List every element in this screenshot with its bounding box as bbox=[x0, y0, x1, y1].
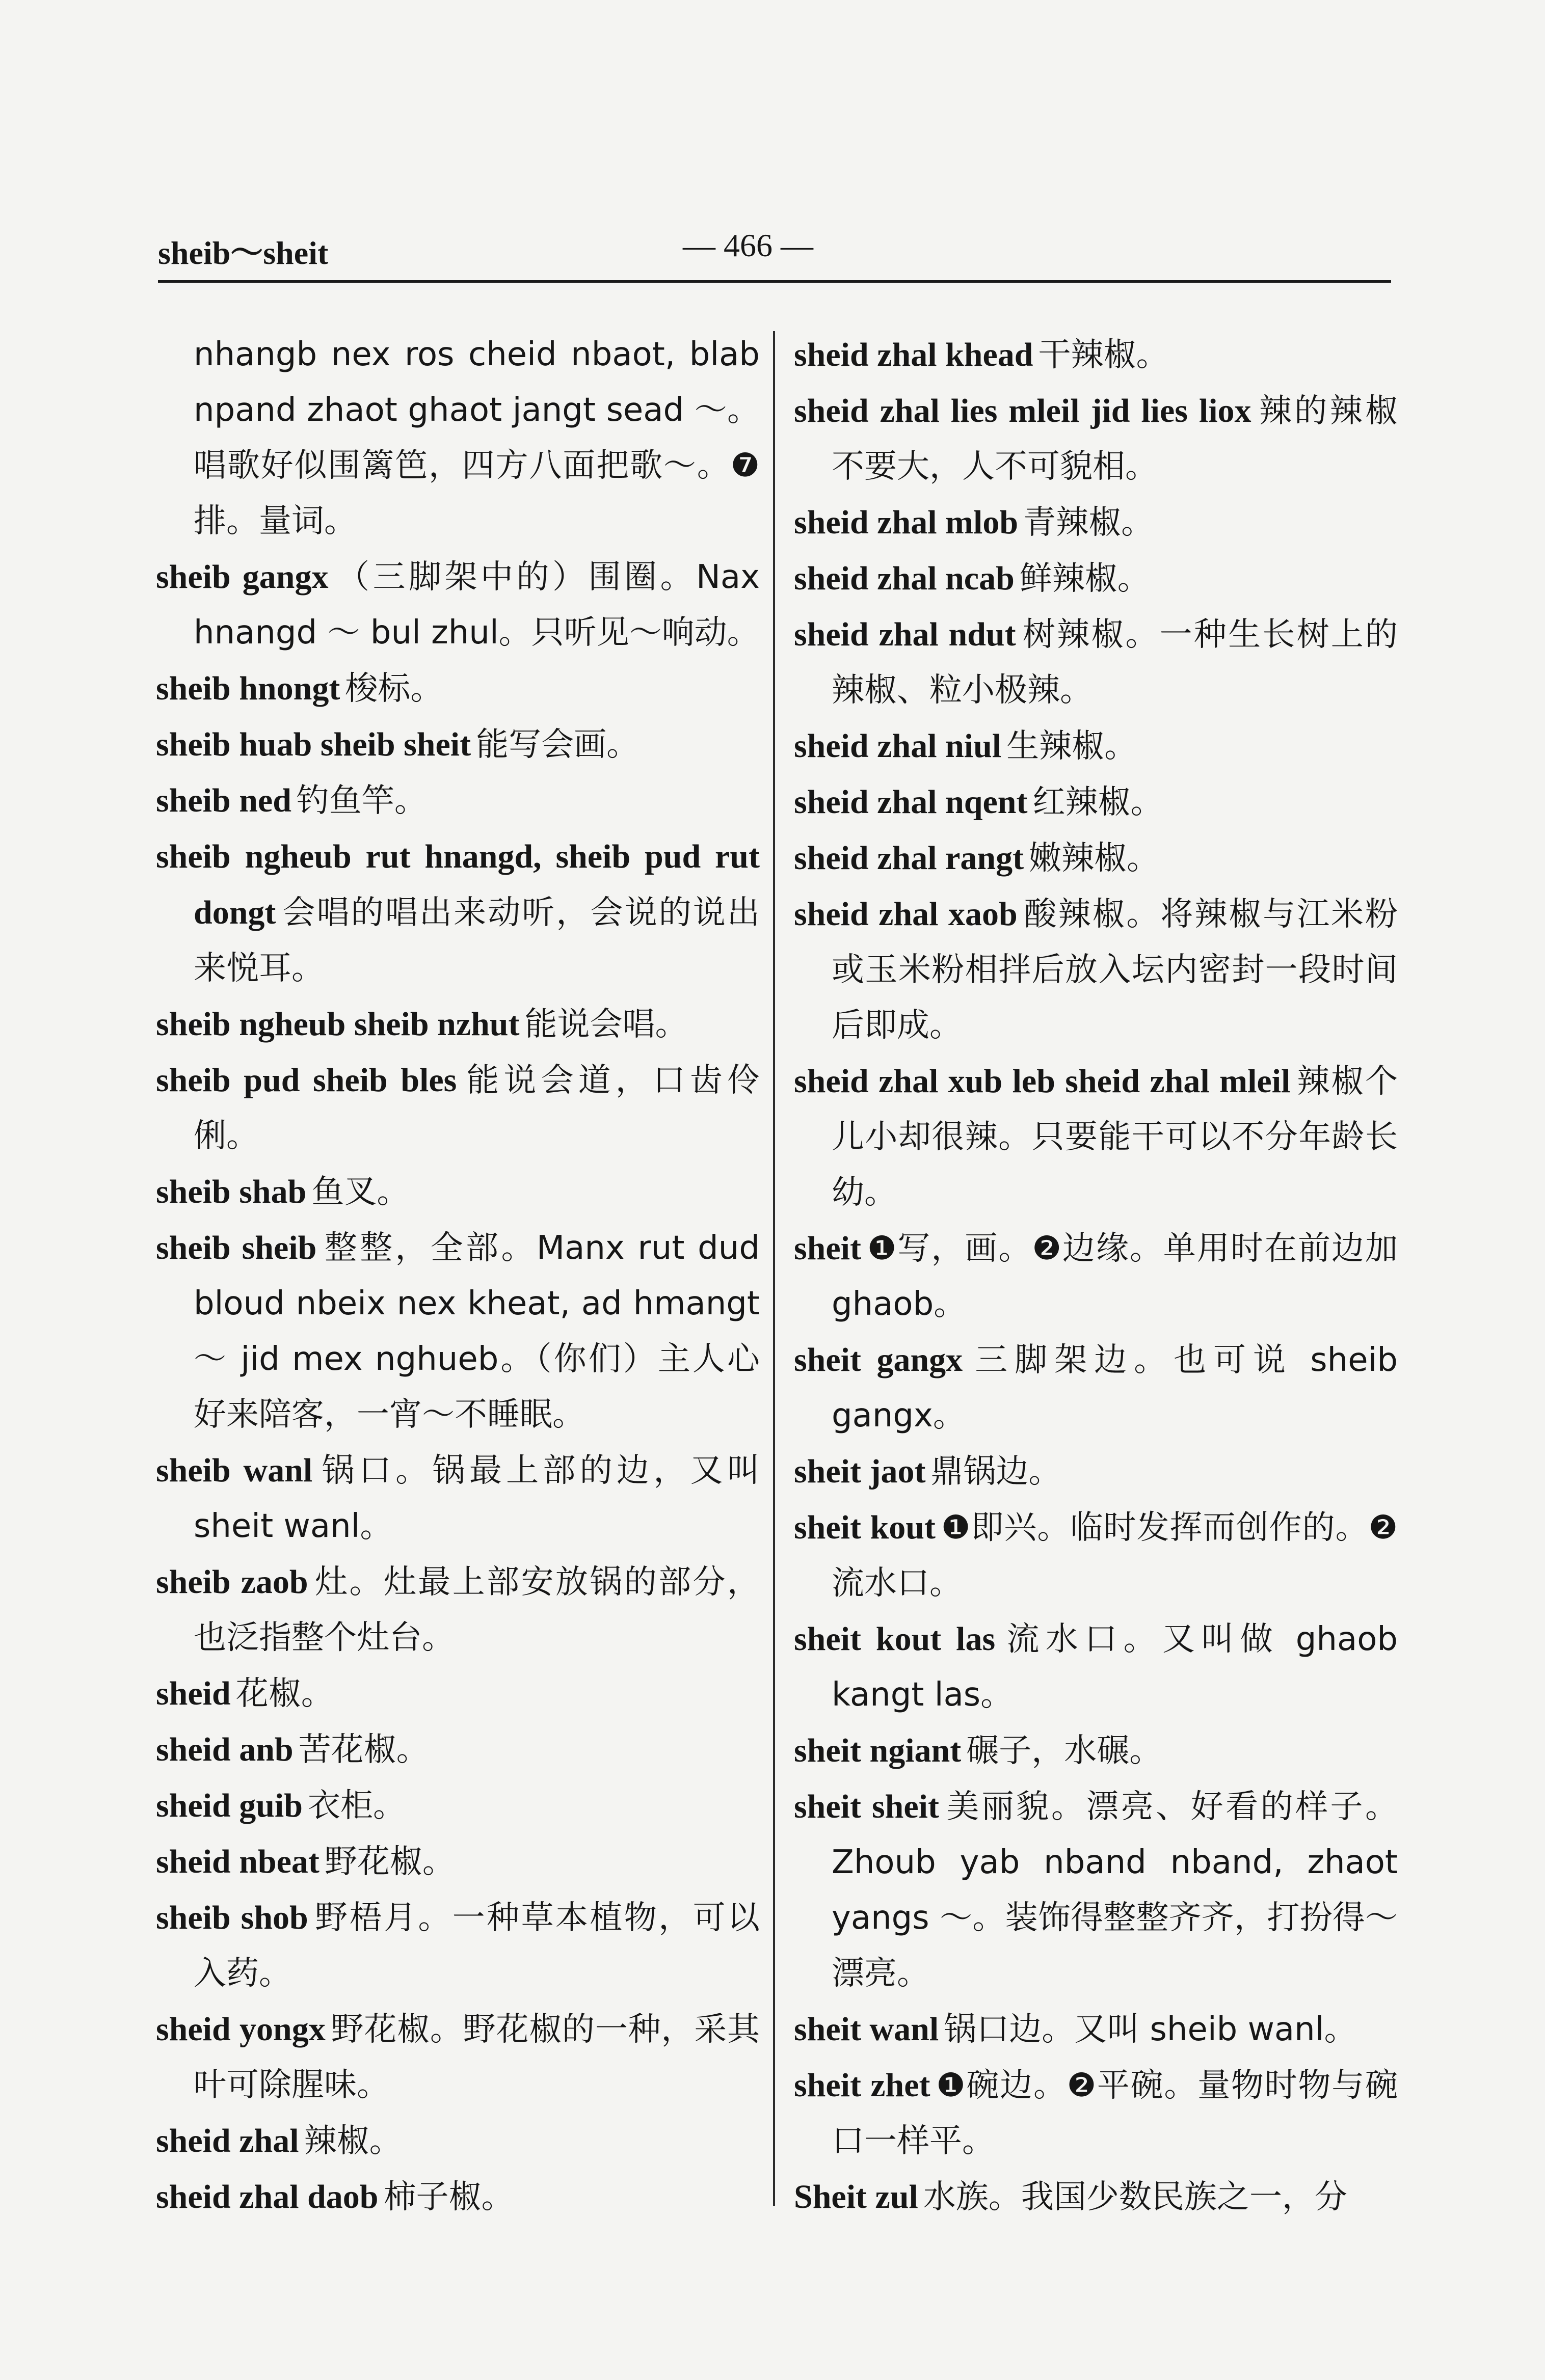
entry-definition: 生辣椒。 bbox=[1006, 727, 1137, 765]
left-column bbox=[156, 327, 760, 2225]
entry-definition: ❶写，画。❷边缘。单用时在前边加 ghaob。 bbox=[832, 1230, 1398, 1323]
dictionary-entry bbox=[794, 551, 1398, 607]
dictionary-entry bbox=[794, 495, 1398, 551]
dictionary-entry bbox=[156, 1220, 760, 1443]
dictionary-entry bbox=[156, 1666, 760, 1722]
dictionary-entry bbox=[156, 717, 760, 773]
dictionary-entry bbox=[156, 1778, 760, 1834]
entry-definition: 辣的辣椒不要大，人不可貌相。 bbox=[832, 392, 1398, 485]
entry-definition: 野花椒。 bbox=[324, 1843, 455, 1881]
entry-headword: sheit kout las bbox=[794, 1620, 996, 1658]
entry-headword: sheid zhal ndut bbox=[794, 616, 1016, 653]
entry-definition: 青辣椒。 bbox=[1023, 504, 1154, 542]
entry-headword: sheid zhal bbox=[156, 2122, 299, 2159]
dictionary-entry bbox=[156, 2113, 760, 2169]
entry-definition: 能写会画。 bbox=[476, 726, 640, 764]
dictionary-entry bbox=[794, 2058, 1398, 2169]
entry-headword: sheib ned bbox=[156, 782, 291, 819]
dictionary-entry bbox=[156, 1834, 760, 1890]
dictionary-entry bbox=[156, 327, 760, 549]
entry-headword: sheit kout bbox=[794, 1509, 936, 1546]
dictionary-entry bbox=[794, 327, 1398, 383]
entry-headword: sheit ngiant bbox=[794, 1732, 962, 1769]
entry-definition: 整整，全部。Manx rut dud bloud nbeix nex kheat, ad hmangt ～ jid mex nghueb。（你们）主人心好来陪客，一宵～不睡眠。 bbox=[194, 1229, 760, 1434]
entry-headword: sheit bbox=[794, 1230, 861, 1267]
dictionary-entry bbox=[156, 2002, 760, 2113]
entry-headword: sheit sheit bbox=[794, 1788, 939, 1825]
entry-headword: sheid guib bbox=[156, 1787, 303, 1824]
entry-definition: 酸辣椒。将辣椒与江米粉或玉米粉相拌后放入坛内密封一段时间后即成。 bbox=[832, 896, 1398, 1044]
dictionary-entry bbox=[794, 1332, 1398, 1444]
entry-headword: sheid zhal xub leb sheid zhal mleil bbox=[794, 1063, 1291, 1100]
dictionary-entry bbox=[156, 1052, 760, 1164]
entry-headword: sheid zhal xaob bbox=[794, 896, 1018, 933]
entry-definition: 花椒。 bbox=[235, 1675, 334, 1713]
entry-definition: 锅口。锅最上部的边，又叫 sheit wanl。 bbox=[194, 1452, 760, 1545]
dictionary-entry bbox=[794, 774, 1398, 830]
entry-definition: ❶碗边。❷平碗。量物时物与碗口一样平。 bbox=[832, 2067, 1398, 2160]
entry-headword: sheib gangx bbox=[156, 558, 329, 596]
dictionary-entry bbox=[794, 1723, 1398, 1779]
entry-headword: sheib ngheub rut hnangd, sheib pud rut dongt bbox=[156, 838, 760, 931]
entry-definition: 三脚架边。也可说 sheib gangx。 bbox=[832, 1341, 1398, 1435]
dictionary-entry bbox=[794, 1444, 1398, 1500]
entry-definition: 柿子椒。 bbox=[383, 2178, 514, 2216]
dictionary-entry bbox=[156, 1890, 760, 2002]
entry-definition: 梭标。 bbox=[345, 670, 443, 708]
entry-definition: 能说会道，口齿伶俐。 bbox=[194, 1062, 760, 1155]
dictionary-entry bbox=[794, 830, 1398, 886]
running-head: sheib～sheit bbox=[158, 235, 329, 271]
entry-headword: sheid zhal niul bbox=[794, 727, 1002, 765]
header-rule bbox=[158, 280, 1391, 283]
entry-headword: sheib pud sheib bles bbox=[156, 1062, 457, 1099]
entry-headword: sheid nbeat bbox=[156, 1843, 319, 1880]
entry-definition: 美丽貌。漂亮、好看的样子。Zhoub yab nband nband, zhaot yangs ～。装饰得整整齐齐，打扮得～漂亮。 bbox=[832, 1788, 1398, 1992]
entry-headword: sheib wanl bbox=[156, 1452, 313, 1489]
entry-definition: 灶。灶最上部安放锅的部分，也泛指整个灶台。 bbox=[194, 1563, 760, 1657]
entry-definition: 会唱的唱出来动听，会说的说出来悦耳。 bbox=[194, 894, 760, 987]
entry-headword: sheib huab sheib sheit bbox=[156, 726, 471, 763]
entry-headword: sheid zhal lies mleil jid lies liox bbox=[794, 392, 1251, 429]
entry-headword: sheid zhal daob bbox=[156, 2178, 379, 2215]
column-divider bbox=[773, 331, 775, 2206]
dictionary-entry bbox=[794, 2002, 1398, 2058]
entry-headword: sheid yongx bbox=[156, 2011, 326, 2048]
entry-headword: sheid zhal ncab bbox=[794, 560, 1015, 597]
entry-headword: sheib shab bbox=[156, 1173, 307, 1210]
entry-definition: 苦花椒。 bbox=[298, 1731, 429, 1769]
entry-definition: 嫩辣椒。 bbox=[1029, 840, 1160, 877]
entry-definition: 干辣椒。 bbox=[1038, 336, 1169, 374]
dictionary-entry bbox=[794, 1779, 1398, 2002]
dictionary-entry bbox=[156, 1443, 760, 1554]
dictionary-entry bbox=[156, 996, 760, 1052]
dictionary-entry bbox=[794, 1053, 1398, 1221]
entry-headword: Sheit zul bbox=[794, 2178, 918, 2215]
entry-headword: sheid zhal nqent bbox=[794, 783, 1028, 821]
entry-headword: sheid zhal mlob bbox=[794, 504, 1019, 541]
right-column bbox=[794, 327, 1398, 2225]
page-number: — 466 — bbox=[683, 227, 813, 263]
entry-definition: 钓鱼竿。 bbox=[296, 782, 427, 820]
entry-definition: 碾子，水碾。 bbox=[966, 1732, 1162, 1770]
dictionary-entry bbox=[794, 607, 1398, 718]
entry-definition: 树辣椒。一种生长树上的辣椒、粒小极辣。 bbox=[832, 616, 1398, 709]
entry-headword: sheit wanl bbox=[794, 2011, 939, 2048]
entry-headword: sheit gangx bbox=[794, 1341, 963, 1378]
entry-headword: sheit jaot bbox=[794, 1453, 926, 1490]
dictionary-entry bbox=[794, 1500, 1398, 1611]
dictionary-entry bbox=[794, 2169, 1398, 2225]
entry-headword: sheid zhal khead bbox=[794, 336, 1033, 373]
entry-definition: 辣椒个儿小却很辣。只要能干可以不分年龄长幼。 bbox=[832, 1063, 1398, 1211]
entry-definition: 辣椒。 bbox=[304, 2122, 402, 2160]
dictionary-entry bbox=[156, 1164, 760, 1220]
entry-definition: nhangb nex ros cheid nbaot, blab npand zhaot ghaot jangt sead ～。唱歌好似围篱笆，四方八面把歌～。❼排。量词。 bbox=[194, 336, 760, 540]
entry-definition: 水族。我国少数民族之一，分 bbox=[923, 2178, 1347, 2216]
entry-headword: sheib sheib bbox=[156, 1229, 317, 1266]
entry-headword: sheid zhal rangt bbox=[794, 840, 1024, 877]
entry-headword: sheit zhet bbox=[794, 2067, 930, 2104]
entry-definition: 流水口。又叫做 ghaob kangt las。 bbox=[832, 1620, 1398, 1714]
dictionary-entry bbox=[794, 718, 1398, 774]
dictionary-entry bbox=[156, 1554, 760, 1666]
entry-headword: sheib ngheub sheib nzhut bbox=[156, 1006, 520, 1043]
entry-headword: sheid anb bbox=[156, 1731, 294, 1768]
entry-definition: 衣柜。 bbox=[307, 1787, 406, 1825]
entry-definition: 鲜辣椒。 bbox=[1019, 560, 1150, 598]
entry-definition: （三脚架中的）围圈。Nax hnangd ～ bul zhul。只听见～响动。 bbox=[194, 558, 760, 652]
entry-definition: 野梧月。一种草本植物，可以入药。 bbox=[194, 1899, 760, 1992]
entry-definition: 鼎锅边。 bbox=[930, 1453, 1061, 1491]
entry-headword: sheib hnongt bbox=[156, 670, 340, 707]
entry-definition: 野花椒。野花椒的一种，采其叶可除腥味。 bbox=[194, 2011, 760, 2104]
dictionary-entry bbox=[794, 1611, 1398, 1723]
entry-definition: 红辣椒。 bbox=[1032, 783, 1163, 821]
dictionary-entry bbox=[794, 886, 1398, 1053]
page-header bbox=[158, 217, 1391, 283]
entry-definition: 能说会唱。 bbox=[524, 1006, 688, 1043]
dictionary-entry bbox=[156, 661, 760, 717]
dictionary-entry bbox=[156, 2169, 760, 2225]
entry-headword: sheib shob bbox=[156, 1899, 308, 1936]
dictionary-entry bbox=[156, 1722, 760, 1778]
dictionary-entry bbox=[794, 1221, 1398, 1332]
entry-headword: sheib zaob bbox=[156, 1563, 308, 1601]
dictionary-entry bbox=[156, 549, 760, 661]
entry-definition: 锅口边。又叫 sheib wanl。 bbox=[944, 2011, 1357, 2048]
entry-headword: sheid bbox=[156, 1675, 231, 1712]
dictionary-entry bbox=[156, 829, 760, 996]
entry-definition: 鱼叉。 bbox=[311, 1173, 410, 1211]
dictionary-entry bbox=[794, 383, 1398, 495]
entry-definition: ❶即兴。临时发挥而创作的。❷流水口。 bbox=[832, 1509, 1398, 1602]
dictionary-entry bbox=[156, 773, 760, 829]
